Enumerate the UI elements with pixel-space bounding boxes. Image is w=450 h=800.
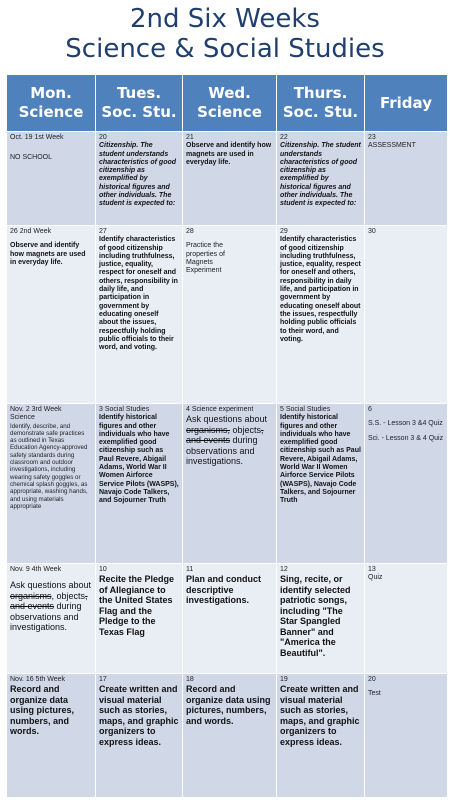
cell-date: 20: [99, 134, 107, 141]
cell-thu: [277, 226, 365, 404]
header-wednesday: Wed. Science: [183, 75, 277, 132]
cell-text: Test: [368, 690, 381, 698]
cell-text: Create written and visual material such as stories, maps, and graphic organizers to express ideas.: [99, 684, 179, 747]
cell-text: Quiz: [368, 574, 383, 582]
cell-tue: [96, 226, 183, 404]
cell-date: 27: [99, 228, 107, 235]
cell-date: 23: [368, 134, 376, 141]
cell-date: Nov. 9 4th Week: [10, 566, 62, 573]
page-title: 2nd Six Weeks: [130, 4, 320, 34]
cell-tue: [96, 564, 183, 674]
cell-text: Plan and conduct descriptive investigations.: [186, 574, 262, 606]
cell-text: Citizenship. The student understands characteristics of good citizenship as exemplified by historical figures and other individuals. The student is expected to:: [99, 142, 177, 208]
cell-date: 20: [368, 676, 376, 683]
cell-date: 26 2nd Week: [10, 228, 52, 235]
cell-text: Sing, recite, or identify selected patriotic songs, including "The Star Spangled Banner" and "America the Beautiful".: [280, 574, 351, 658]
cell-text: Sci. - Lesson 3 & 4 Quiz: [368, 434, 444, 442]
cell-text: S.S. - Lesson 3 &4 Quiz: [368, 420, 443, 428]
cell-wed: [183, 564, 277, 674]
cell-text: Recite the Pledge of Allegiance to the United States Flag and the Pledge to the Texas Flag: [99, 574, 175, 637]
schedule-table: [6, 74, 448, 798]
table-row: [7, 132, 448, 226]
table-row: [7, 564, 448, 674]
cell-wed: [183, 226, 277, 404]
cell-date: Oct. 19 1st Week: [10, 134, 64, 141]
cell-text: Record and organize data using pictures, numbers, and words.: [10, 684, 75, 737]
cell-text: Ask questions about organisms, objects, and events during observations and investigations.: [186, 414, 268, 467]
cell-date: 29: [280, 228, 288, 235]
cell-label: Science: [10, 414, 35, 422]
cell-date: 6: [368, 406, 372, 413]
cell-fri: [365, 564, 448, 674]
cell-text: Identify characteristics of good citizenship including truthfulness, justice, equality, respect for oneself and others, responsibility in daily life, and participation in government by educating oneself about the issues, respectfully holding public officials to their word, and voting.: [99, 236, 178, 352]
cell-date: 11: [186, 566, 194, 573]
page-subtitle: Science & Social Studies: [65, 34, 385, 64]
cell-text: Create written and visual material such as stories, maps, and graphic organizers to express ideas.: [280, 684, 360, 747]
cell-date: 19: [280, 676, 288, 683]
cell-date: Nov. 2 3rd Week: [10, 406, 62, 413]
cell-date: 18: [186, 676, 194, 683]
table-row: [7, 226, 448, 404]
cell-tue: [96, 132, 183, 226]
cell-wed: [183, 132, 277, 226]
cell-mon: [7, 674, 96, 798]
cell-date: 5 Social Studies: [280, 406, 331, 413]
cell-text: NO SCHOOL: [10, 154, 53, 162]
header-tuesday: Tues. Soc. Stu.: [96, 75, 183, 132]
cell-thu: [277, 674, 365, 798]
cell-text: Practice the properties of Magnets Experiment: [186, 242, 225, 275]
cell-date: 10: [99, 566, 107, 573]
table-row: [7, 674, 448, 798]
cell-date: 4 Science experiment: [186, 406, 254, 413]
cell-text: Record and organize data using pictures, numbers, and words.: [186, 684, 271, 726]
cell-tue: [96, 674, 183, 798]
cell-date: 28: [186, 228, 194, 235]
cell-wed: [183, 404, 277, 564]
cell-date: Nov. 16 5th Week: [10, 676, 65, 683]
cell-date: 21: [186, 134, 194, 141]
cell-thu: [277, 132, 365, 226]
cell-text: Identify historical figures and other individuals who have exemplified good citizenship such as Paul Revere, Abigail Adams, World War II Women Airforce Service Pilots (WASPS), Navajo Code Talkers, and Sojourner Truth: [99, 414, 179, 505]
cell-date: 22: [280, 134, 288, 141]
cell-text: Identify historical figures and other individuals who have exemplified good citizenship such as Paul Revere, Abigail Adams, World War II Women Airforce Service Pilots (WASPS), Navajo Code Talkers, and Sojourner Truth: [280, 414, 361, 505]
cell-thu: [277, 564, 365, 674]
cell-mon: [7, 404, 96, 564]
header-friday: Friday: [365, 75, 448, 132]
header-row: [7, 75, 448, 132]
cell-text: Identify characteristics of good citizenship including truthfulness, justice, equality, respect for oneself and others, responsibility in daily life, and participation in government by educating oneself about the issues, respectfully holding public officials to their word, and voting.: [280, 236, 361, 343]
cell-fri: [365, 226, 448, 404]
cell-mon: [7, 564, 96, 674]
cell-text: Ask questions about organisms, objects, and events during observations and investigations.: [10, 580, 92, 633]
cell-wed: [183, 674, 277, 798]
cell-fri: [365, 132, 448, 226]
cell-tue: [96, 404, 183, 564]
cell-date: 17: [99, 676, 107, 683]
cell-date: 13: [368, 566, 376, 573]
cell-date: 3 Social Studies: [99, 406, 150, 413]
cell-date: 12: [280, 566, 288, 573]
cell-date: 30: [368, 228, 376, 235]
cell-fri: [365, 674, 448, 798]
cell-mon: [7, 132, 96, 226]
cell-text: ASSESSMENT: [368, 142, 416, 150]
cell-thu: [277, 404, 365, 564]
header-thursday: Thurs. Soc. Stu.: [277, 75, 365, 132]
cell-text: Observe and identify how magnets are used in everyday life.: [10, 242, 86, 266]
table-row: [7, 404, 448, 564]
cell-mon: [7, 226, 96, 404]
cell-fri: [365, 404, 448, 564]
header-monday: Mon. Science: [7, 75, 96, 132]
cell-text: Citizenship. The student understands characteristics of good citizenship as exemplified by historical figures and other individuals. The student is expected to:: [280, 142, 361, 208]
cell-text: Identify, describe, and demonstrate safe practices as outlined in Texas Education Agency-approved safety standards during classroom and outdoor investigations, including wearing safety goggles or chemical splash goggles, as appropriate, washing hands, and using materials appropriate: [10, 422, 88, 510]
cell-text: Observe and identify how magnets are used in everyday life.: [186, 142, 272, 166]
